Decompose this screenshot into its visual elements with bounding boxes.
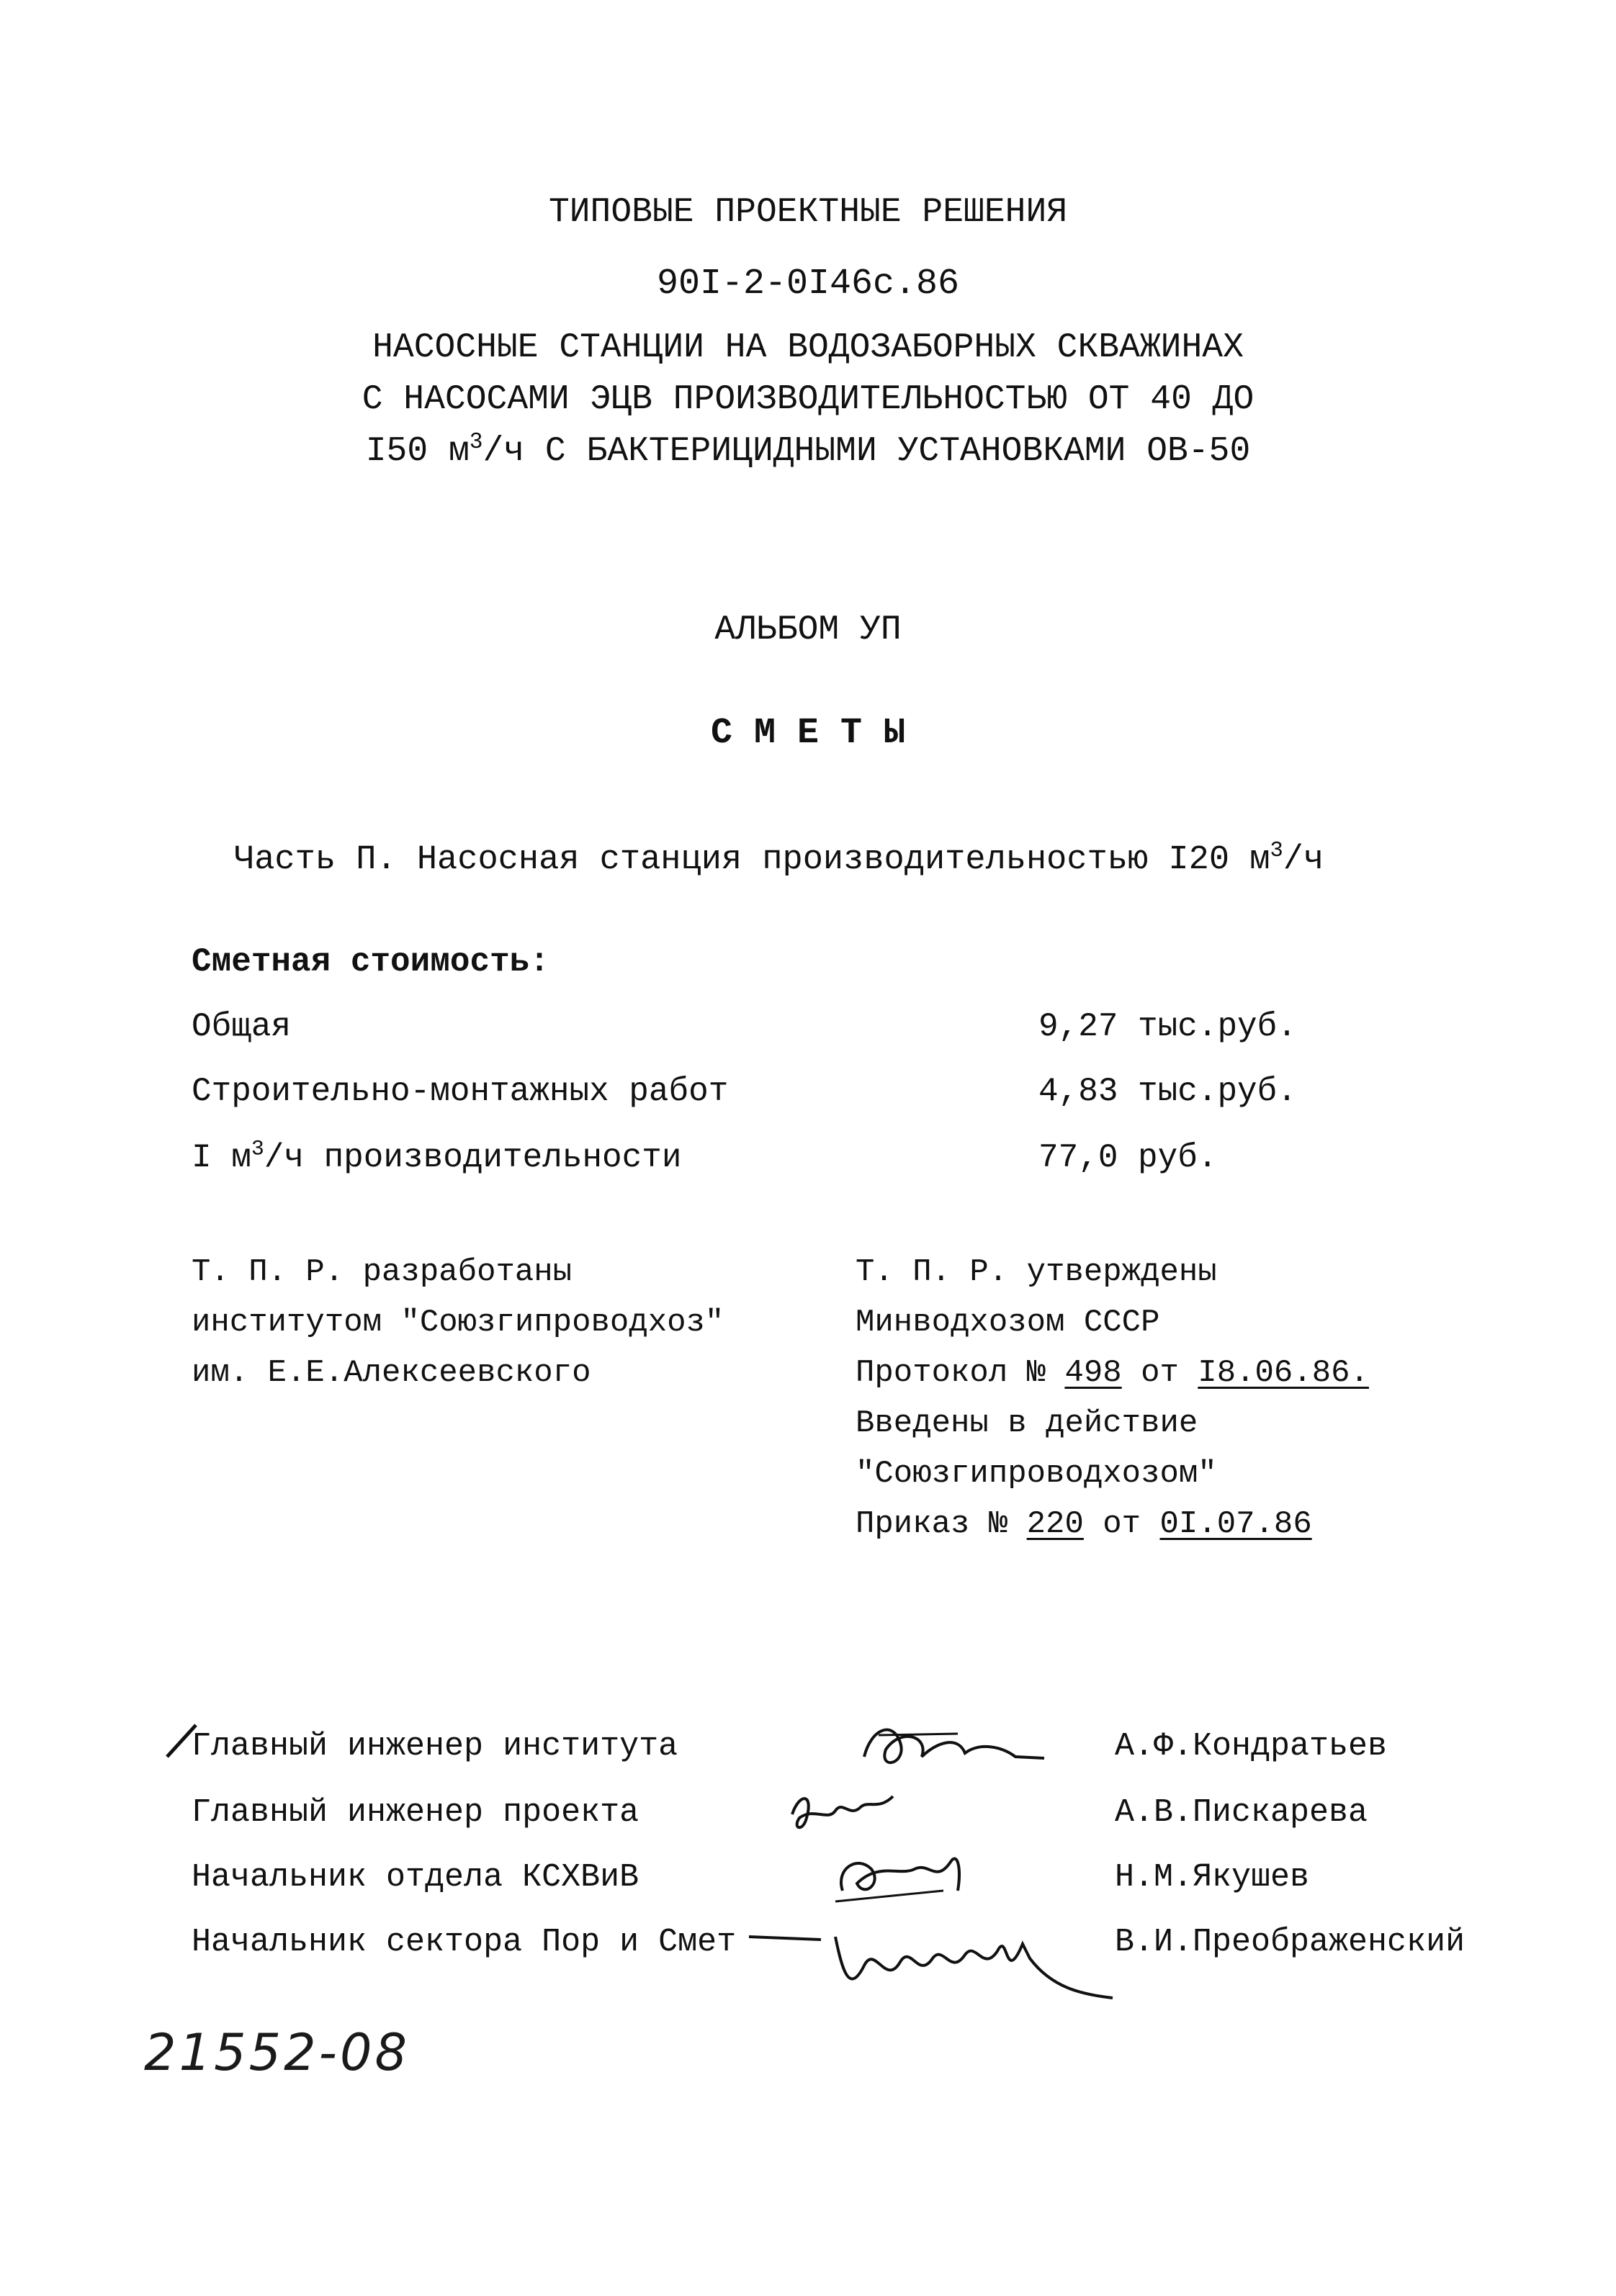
- cost-label-total: Общая: [192, 1008, 292, 1045]
- signatory-name-3: Н.М.Якушев: [1115, 1859, 1310, 1896]
- signature-1: [850, 1714, 1051, 1786]
- protocol-number: 498: [1064, 1355, 1122, 1391]
- series-title: ТИПОВЫЕ ПРОЕКТНЫЕ РЕШЕНИЯ: [548, 193, 1068, 232]
- album-title: АЛЬБОМ УП: [714, 611, 902, 649]
- cost-heading: Сметная стоимость:: [192, 943, 549, 981]
- developed-line-1: Т. П. Р. разработаны: [192, 1254, 573, 1290]
- signatory-position-2: Главный инженер проекта: [192, 1794, 639, 1831]
- signatory-position-3: Начальник отдела КСХВиВ: [192, 1859, 639, 1896]
- signature-4: [720, 1908, 1123, 2023]
- protocol-date: I8.06.86.: [1198, 1355, 1369, 1391]
- signatory-name-4: В.И.Преображенский: [1115, 1924, 1465, 1960]
- title-line-2: С НАСОСАМИ ЭЦВ ПРОИЗВОДИТЕЛЬНОСТЬЮ ОТ 40 ДО: [362, 380, 1254, 419]
- part-title: Часть П. Насосная станция производительностью I20 $м^3/ч$: [234, 839, 1324, 879]
- signature-2: [778, 1778, 922, 1843]
- section-title: С М Е Т Ы: [710, 713, 906, 754]
- signatory-position-1: Главный инженер института: [192, 1728, 678, 1765]
- cost-label-construction: Строительно-монтажных работ: [192, 1073, 729, 1110]
- title-line-3: I50 $м^3/ч$ С БАКТЕРИЦИДНЫМИ УСТАНОВКАМИ ОВ-50: [365, 429, 1251, 471]
- approved-protocol: Протокол № 498 от I8.06.86.: [856, 1355, 1369, 1391]
- signatory-name-1: А.Ф.Кондратьев: [1115, 1728, 1388, 1765]
- title-line-1: НАСОСНЫЕ СТАНЦИИ НА ВОДОЗАБОРНЫХ СКВАЖИНАХ: [372, 328, 1244, 367]
- document-code: 90I-2-0I46с.86: [656, 264, 960, 305]
- signatory-name-2: А.В.Пискарева: [1115, 1794, 1368, 1831]
- approved-order: Приказ № 220 от 0I.07.86: [856, 1506, 1312, 1542]
- inventory-number: 21552-08: [144, 2023, 410, 2082]
- cost-value-per-capacity: 77,0 руб.: [1038, 1139, 1218, 1176]
- developed-line-2: институтом "Союзгипроводхоз": [192, 1305, 724, 1341]
- approved-line-5: "Союзгипроводхозом": [856, 1456, 1217, 1492]
- developed-line-3: им. Е.Е.Алексеевского: [192, 1355, 591, 1391]
- approved-line-1: Т. П. Р. утверждены: [856, 1254, 1217, 1290]
- signatory-position-4: Начальник сектора Пор и Смет: [192, 1924, 737, 1960]
- cost-value-total: 9,27 тыс.руб.: [1038, 1008, 1297, 1045]
- order-number: 220: [1026, 1506, 1084, 1542]
- order-date: 0I.07.86: [1159, 1506, 1312, 1542]
- approved-line-4: Введены в действие: [856, 1405, 1198, 1441]
- approved-line-2: Минводхозом СССР: [856, 1305, 1160, 1341]
- cost-value-construction: 4,83 тыс.руб.: [1038, 1073, 1297, 1110]
- cost-label-per-capacity: I $м^3/ч$ производительности: [192, 1136, 682, 1176]
